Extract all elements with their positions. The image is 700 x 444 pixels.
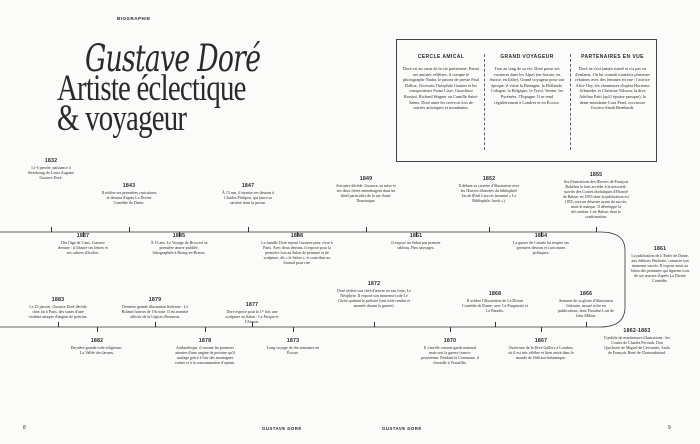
timeline-event [28, 297, 88, 319]
event-year: 1832 [44, 158, 58, 164]
timeline-tick [205, 327, 206, 332]
timeline-tick [155, 322, 156, 327]
timeline-tick [129, 227, 130, 232]
event-text: Il débute sa carrière d'illustrateur avec les Œuvres illustrées du bibliophile Jacob (Paul Lacroix (nommé « Le Bibliophile Jacob »). [458, 183, 520, 203]
timeline-tick [416, 232, 417, 237]
event-text: Doré réalise son chef-d'œuvre en eau forte, Le Néophyte. Il expose son immense toile Le Christ quittant le prétoire (une toile rendue et amenée durant la guerre). [336, 288, 412, 308]
timeline-tick [83, 232, 84, 237]
event-year: 1848 [290, 233, 304, 239]
sidebar-text: Tout au long de sa vie, Doré passe ses vacances dans les Alpes (en Savoie, en Suisse, en Italie). Grand voyageur pour son époque, il visite la Bretagne, la Hollande, Cologne, la Belgique, le Tyrol, Venise, les Pyrénées, l'Espagne. Il se rend régulièrement à Londres et en Écosse. [489, 66, 565, 105]
timeline-event [220, 302, 284, 324]
timeline-event [604, 328, 670, 355]
event-year: 1872 [367, 281, 381, 287]
timeline-tick [450, 327, 451, 332]
event-text: Dernière grande toile religieuse : La Vallée des larmes. [70, 345, 124, 355]
event-text: La publication de L'Enfer de Dante, aux éditions Hachette, consacre son immense succès. Il expose aussi au Salon des peintures qui figurent trois de ses œuvres d'après La Divine Comédie. [630, 253, 690, 283]
event-year: 1845 [172, 233, 186, 239]
timeline-tick [541, 232, 542, 237]
event-year: 1879 [148, 297, 162, 303]
event-text: Ses illustrations des Œuvres de François Rabelais le font accéder à la notoriété, suivies des Contes drolatiques d'Honoré de Balzac en 1855 dont la publication est 1855, sera un désastre ayant du succès, mais le marque. Il développe la décoration. Lire Balzac dont la confirmation. [563, 179, 629, 219]
event-year: 1861 [653, 246, 667, 252]
page-number-right: 9 [668, 425, 671, 431]
event-text: Doré expose pour la 1ʳᵉ fois une sculpture au Salon : La Parque et l'Amour. [225, 309, 279, 324]
timeline-event [456, 176, 522, 203]
event-year: 1868 [488, 291, 502, 297]
timeline-event [336, 176, 396, 203]
event-text: La famille Doré rejoint Gustave pour vivre à Paris. Avec deux dessins, il expose pour la première fois au Salon de peinture et de sculpture, dit « le Salon », et contribue au Journal pour rire. [261, 240, 333, 265]
running-head-left: GUSTAVE DORÉ [262, 426, 302, 431]
section-kicker: BIOGRAPHIE [117, 16, 151, 21]
event-year: 1882 [90, 338, 104, 344]
event-year: 1883 [51, 297, 65, 303]
event-year: 1873 [286, 338, 300, 344]
timeline-tick [293, 327, 294, 332]
timeline-tick [297, 232, 298, 237]
timeline-tick [179, 232, 180, 237]
timeline-event [630, 246, 690, 283]
event-year: 1851 [409, 233, 423, 239]
timeline-tick [489, 227, 490, 232]
event-year: 1837 [76, 233, 90, 239]
event-text: Il achève l'illustration de La Divine Comédie de Dante, avec Le Purgatoire et Le Paradis. [462, 298, 528, 313]
timeline-tick [541, 327, 542, 332]
timeline-tick [58, 322, 59, 327]
timeline-tick [366, 227, 367, 232]
title-line-2: Artiste éclectique [57, 68, 246, 109]
sidebar-heading: CERCLE AMICAL [417, 54, 465, 60]
sidebar-heading: PARTENAIRES EN VUE [581, 54, 644, 60]
timeline-event [24, 158, 78, 180]
sidebar-text: Doré ne s'est jamais marié et n'a pas eu d'enfants. On lui connaît toutefois plusieurs relations avec des femmes en vue : l'actrice Alice Ozy, les chanteuses d'opéra Hortense Schneider et Christine Nilsson, la diva Adelina Patti (qu'il épouse presque), la demi-mondaine Cora Pearl, ou encore l'actrice Sarah Bernhardt. [575, 66, 650, 111]
timeline-event [100, 183, 158, 205]
page-number-left: 8 [23, 425, 26, 431]
event-text: À 15 ans, il montre ses dessins à Charles Philipon, qui lance sa carrière dans la presse. [222, 190, 274, 205]
event-text: Sommet de sa gloire d'illustrateur littéraire, assuré riche en publications, dont Paradise Lost de John Milton. [557, 298, 615, 318]
timeline-event [219, 183, 277, 205]
timeline-event [562, 172, 630, 219]
event-text: Il s'enrôle comme garde national mais sert la guerre franco-prussienne. Pendant la Commune, il s'installe à Versailles. [421, 345, 479, 365]
timeline-event [70, 338, 124, 355]
timeline-tick [374, 322, 375, 327]
timeline-event [262, 338, 324, 355]
timeline-event [336, 281, 412, 308]
sidebar-text: Doré est au cœur de la vie parisienne. Parmi ses amitiés célèbres, il compte le photographe Nadar, le patron de presse Paul Dalloz, l'écrivain Théophile Gautier et les compositeurs Franz Liszt, Gioachino Rossini, Richard Wagner ou Camille Saint-Saëns. Doré aime les recevoir lors de soirées artistiques et mondaines. [403, 66, 480, 111]
sidebar-heading: GRAND VOYAGEUR [500, 54, 554, 60]
event-year: 1852 [482, 176, 496, 182]
event-year: 1867 [534, 338, 548, 344]
timeline-event [174, 338, 236, 365]
event-text: Dernière grande illustration littéraire : Le Roland furieux de l'Arioste. Il est nommé officier de la Légion d'honneur. [121, 304, 189, 319]
event-year: 1855 [589, 172, 603, 178]
event-text: Son père décède. Gustave, sa mère et ses deux frères emménagent dans un hôtel particulier de la rue Saint-Dominique. [336, 183, 396, 203]
timeline-event [556, 291, 616, 318]
timeline-tick [97, 327, 98, 332]
event-text: Il réalise ses premières caricatures et dessins d'après La Divine Comédie de Dante. [101, 190, 157, 205]
event-year: 1847 [241, 183, 255, 189]
event-year: 1870 [443, 338, 457, 344]
event-text: Dès l'âge de 5 ans, Gustave dessine : il illustre ses lettres et ses cahiers d'écolier. [58, 240, 108, 255]
event-year: 1877 [245, 302, 259, 308]
timeline-event [261, 233, 333, 265]
event-text: Arithmétique, il ressent les premiers attentes d'une angine de poitrine qu'il soulage grâce à l'air des montagnes vaines et à la consommation d'opium. [174, 345, 236, 365]
event-text: Long voyage de dix semaines en Écosse. [266, 345, 320, 355]
timeline-event [508, 338, 574, 360]
timeline-event [420, 338, 480, 365]
event-text: Il expose au Salon son premier tableau, Pins sauvages. [391, 240, 441, 250]
title-line-1: Gustave Doré [85, 37, 261, 80]
running-head-right: GUSTAVE DORÉ [382, 426, 422, 431]
event-year: 1849 [359, 176, 373, 182]
event-text: Il publie de nombreuses illustrations : les Contes de Charles Perrault, Don Quichotte de Miguel de Cervantès, Atala de François René de Chateaubriand. [604, 335, 670, 355]
timeline-tick [596, 227, 597, 232]
timeline-tick [51, 227, 52, 232]
timeline-event [118, 297, 192, 319]
event-text: La guerre de Crimée lui inspire ses premiers dessins et caricatures politiques. [513, 240, 569, 255]
event-text: Ouverture de la Doré Gallery à Londres, où il est très célèbre et bien ancré dans le monde de l'édition britannique. [508, 345, 574, 360]
event-year: 1854 [534, 233, 548, 239]
event-text: À 13 ans, Le Voyage de Brou est sa première œuvre publiée, lithographiée à Bourg-en-Bresse. [150, 240, 208, 255]
event-text: Le 6 janvier, naissance à Strasbourg de Louis Auguste Gustave Doré. [27, 165, 75, 180]
timeline-tick [495, 322, 496, 327]
event-text: Le 23 janvier, Gustave Doré décède chez lui à Paris, des suites d'une violente attaque d'angine de poitrine. [28, 304, 88, 319]
timeline-tick [586, 322, 587, 327]
timeline-tick [248, 227, 249, 232]
event-year: 1878 [198, 338, 212, 344]
event-year: 1862-1863 [623, 328, 651, 334]
event-year: 1843 [122, 183, 136, 189]
event-year: 1866 [579, 291, 593, 297]
timeline-tick [252, 322, 253, 327]
title-line-3: & voyageur [57, 98, 187, 139]
timeline-event [462, 291, 528, 313]
